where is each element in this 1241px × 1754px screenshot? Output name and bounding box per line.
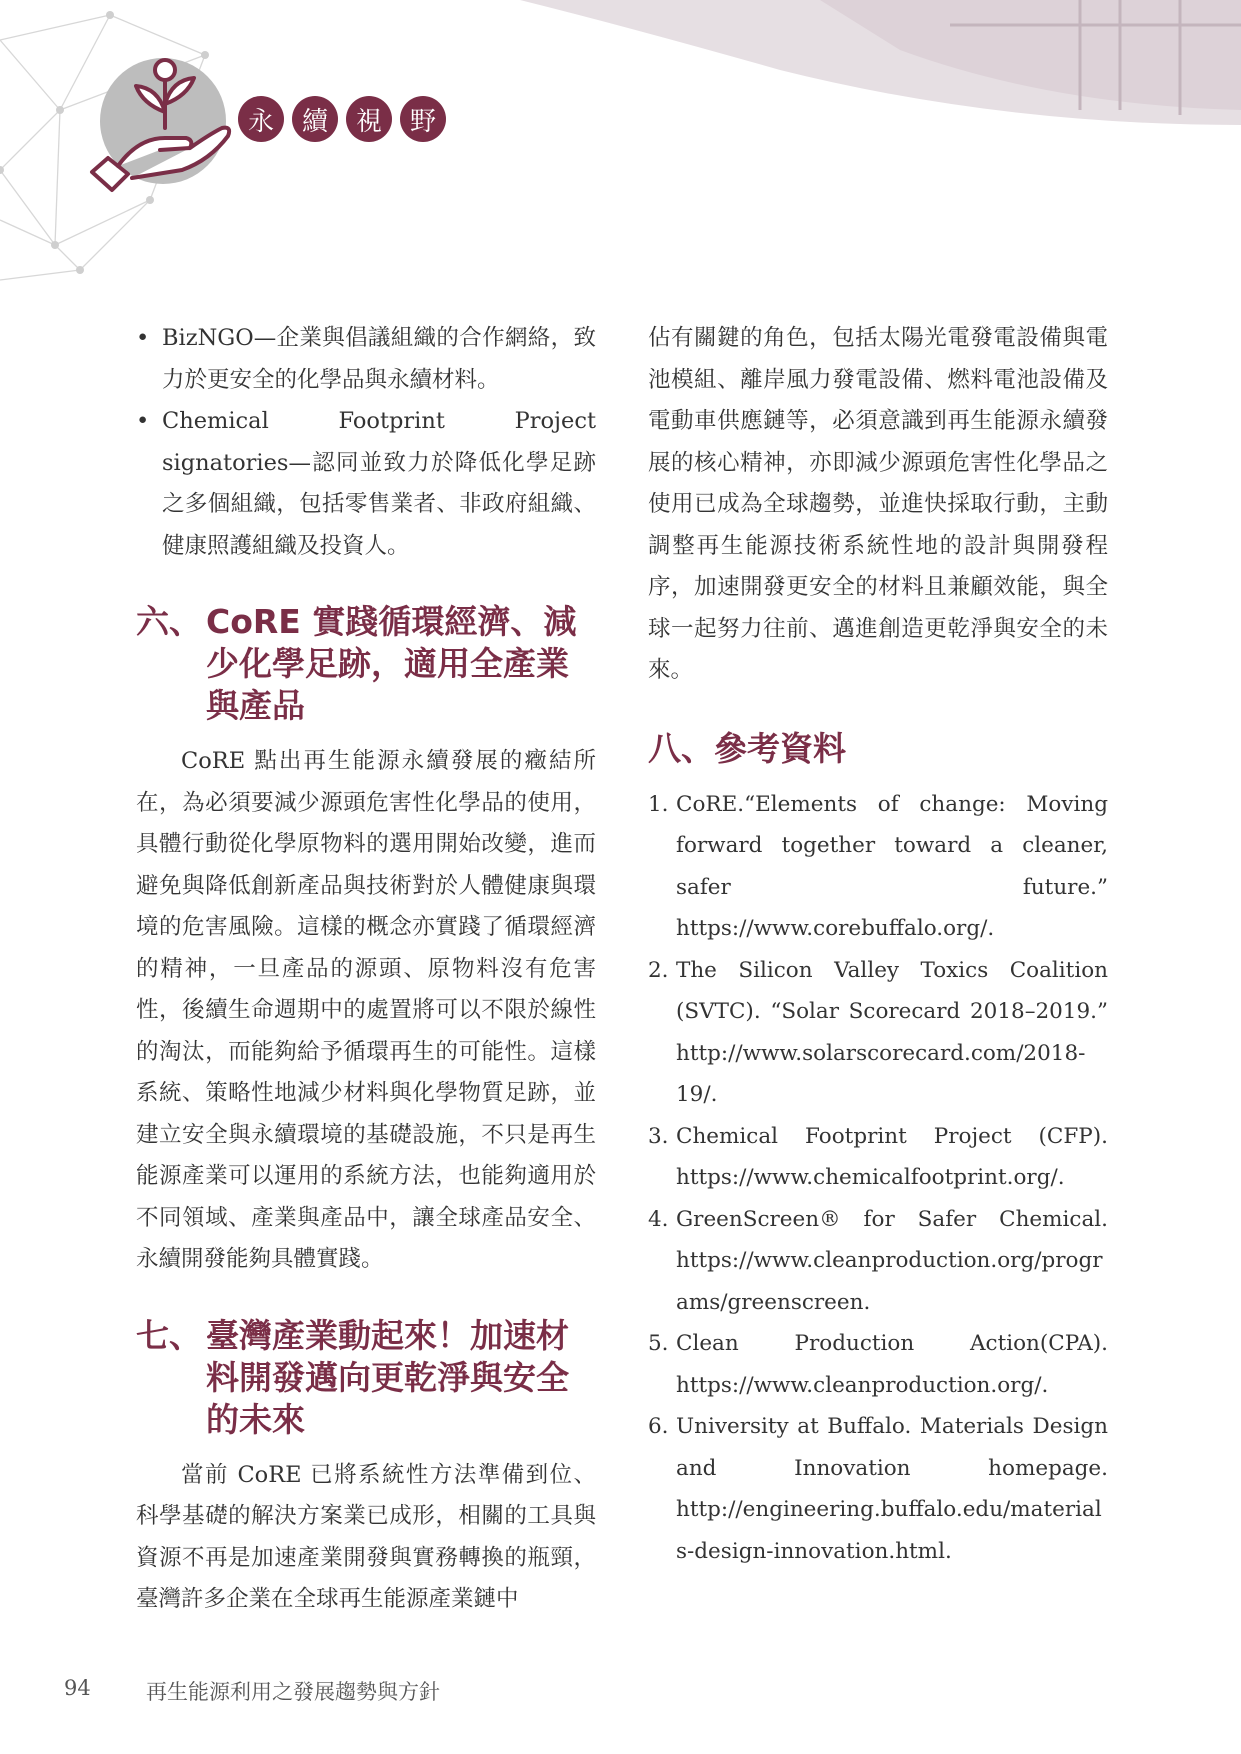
reference-item: 2. The Silicon Valley Toxics Coalition (SVTC). “Solar Scorecard 2018–2019.” http://www.solarscorecard.com/2018-19/. (648, 957, 1108, 1107)
reference-item: 3. Chemical Footprint Project (CFP). https://www.chemicalfootprint.org/. (648, 1123, 1108, 1190)
page-number: 94 (64, 1676, 91, 1700)
section-number: 六、 (136, 602, 202, 641)
section-title: 臺灣產業動起來！加速材料開發邁向更乾淨與安全的未來 (206, 1315, 569, 1439)
badge-char: 野 (400, 96, 446, 142)
section-heading-7 (136, 1315, 596, 1441)
list-item: • BizNGO—企業與倡議組織的合作網絡，致力於更安全的化學品與永續材料。 (136, 318, 596, 401)
book-title: 再生能源利用之發展趨勢與方針 (146, 1680, 440, 1704)
list-item: • Chemical Footprint Project signatories—認同並致力於降低化學足跡之多個組織，包括零售業者、非政府組織、健康照護組織及投資人。 (136, 401, 596, 567)
section-title-badges (238, 96, 446, 142)
reference-text: The Silicon Valley Toxics Coalition (SVTC). “Solar Scorecard 2018–2019.” http://www.solarscorecard.com/2018-19/. (676, 957, 1108, 1107)
reference-text: CoRE.“Elements of change: Moving forward together toward a cleaner, safer future.” https://www.corebuffalo.org/. (676, 791, 1108, 941)
badge-char: 續 (292, 96, 338, 142)
right-column (648, 318, 1108, 1572)
badge-char: 永 (238, 96, 284, 142)
section-heading-6 (136, 601, 596, 727)
badge-char: 視 (346, 96, 392, 142)
reference-text: Chemical Footprint Project (CFP). https://www.chemicalfootprint.org/. (676, 1123, 1108, 1190)
section-heading-8: 八、參考資料 (648, 728, 846, 768)
reference-item: 4. GreenScreen® for Safer Chemical. https://www.cleanproduction.org/programs/greenscreen. (648, 1206, 1108, 1315)
reference-list (648, 784, 1108, 1573)
section-title: CoRE 實踐循環經濟、減少化學足跡，適用全產業與產品 (206, 602, 577, 725)
left-column (136, 318, 596, 1621)
reference-text: Clean Production Action(CPA). https://www.cleanproduction.org/. (676, 1331, 1108, 1398)
body-paragraph: 當前 CoRE 已將系統性方法準備到位、科學基礎的解決方案業已成形，相關的工具與資源不再是加速產業開發與實務轉換的瓶頸，臺灣許多企業在全球再生能源產業鏈中 (136, 1461, 596, 1612)
bullet-list (136, 318, 596, 567)
reference-item: 1. CoRE.“Elements of change: Moving forward together toward a cleaner, safer future.” https://www.corebuffalo.org/. (648, 791, 1108, 941)
reference-text: University at Buffalo. Materials Design and Innovation homepage. http://engineering.buffalo.edu/materials-design-innovation.html. (676, 1414, 1108, 1564)
section-number: 七、 (136, 1315, 202, 1355)
header-decoration (0, 0, 1241, 300)
body-paragraph: CoRE 點出再生能源永續發展的癥結所在，為必須要減少源頭危害性化學品的使用，具體行動從化學原物料的選用開始改變，進而避免與降低創新產品與技術對於人體健康與環境的危害風險。這樣的概念亦實踐了循環經濟的精神，一旦產品的源頭、原物料沒有危害性，後續生命週期中的處置將可以不限於線性的淘汰，而能夠給予循環再生的可能性。這樣系統、策略性地減少材料與化學物質足跡，並建立安全與永續環境的基礎設施，不只是再生能源產業可以運用的系統方法，也能夠適用於不同領域、產業與產品中，讓全球產品安全、永續開發能夠具體實踐。 (136, 748, 596, 1272)
reference-text: GreenScreen® for Safer Chemical. https://www.cleanproduction.org/programs/greenscreen. (676, 1206, 1108, 1315)
reference-item: 6. University at Buffalo. Materials Design and Innovation homepage. http://engineering.buffalo.edu/materials-design-innovation.html. (648, 1414, 1108, 1564)
body-paragraph: 佔有關鍵的角色，包括太陽光電發電設備與電池模組、離岸風力發電設備、燃料電池設備及電動車供應鏈等，必須意識到再生能源永續發展的核心精神，亦即減少源頭危害性化學品之使用已成為全球趨勢，並進快採取行動，主動調整再生能源技術系統性地的設計與開發程序，加速開發更安全的材料且兼顧效能，與全球一起努力往前、邁進創造更乾淨與安全的未來。 (648, 325, 1108, 683)
reference-item: 5. Clean Production Action(CPA). https://www.cleanproduction.org/. (648, 1331, 1108, 1398)
